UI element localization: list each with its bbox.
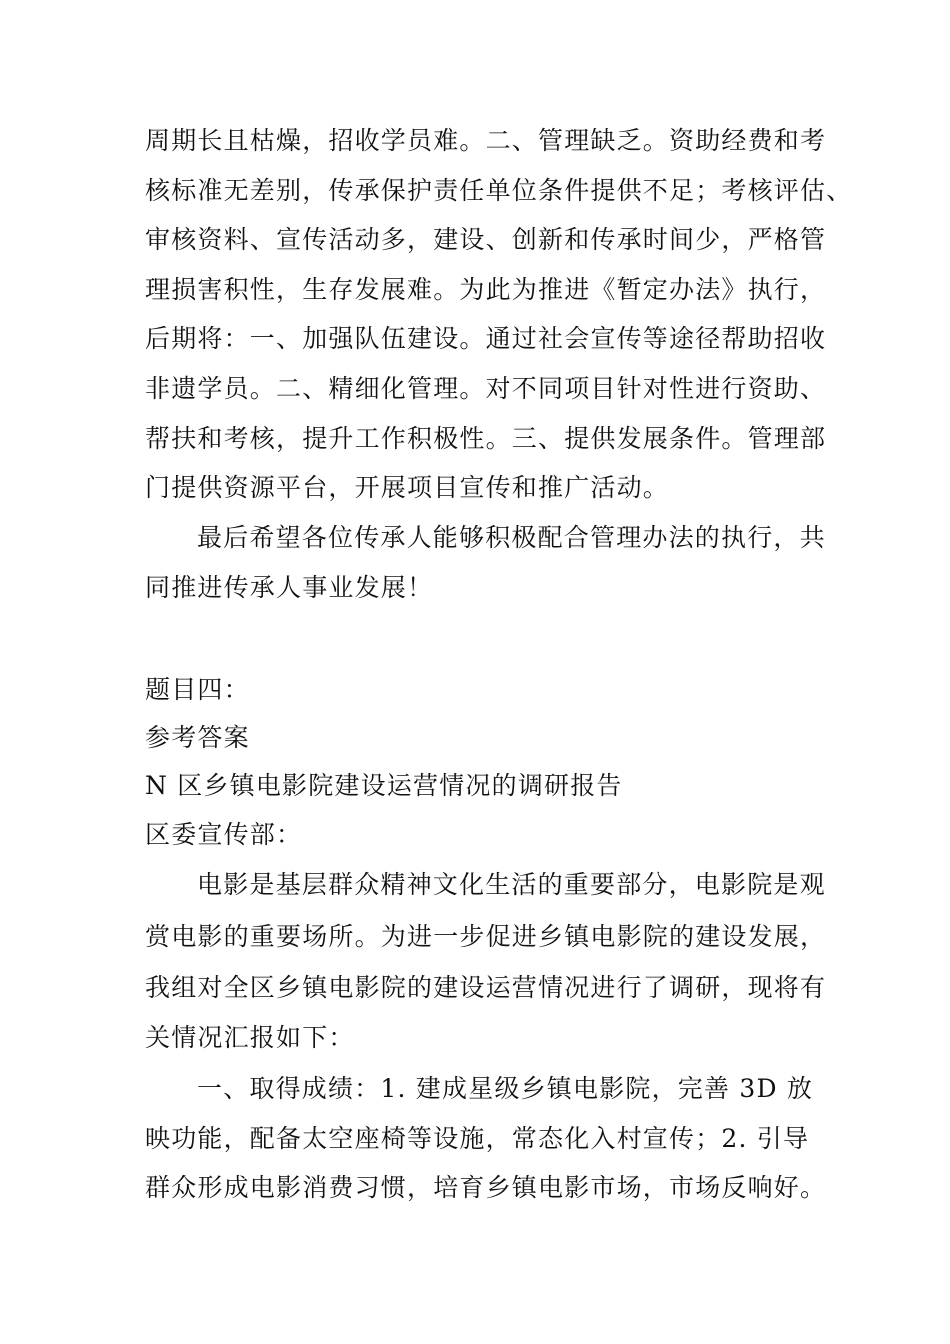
achievement-line: 映功能，配备太空座椅等设施，常态化入村宣传；2. 引导 bbox=[145, 1124, 810, 1153]
intro-line: 赏电影的重要场所。为进一步促进乡镇电影院的建设发展， bbox=[145, 922, 827, 951]
paragraph-line: 核标准无差别，传承保护责任单位条件提供不足；考核评估、 bbox=[145, 176, 853, 205]
intro-line: 我组对全区乡镇电影院的建设运营情况进行了调研，现将有 bbox=[145, 973, 827, 1002]
achievement-line: 群众形成电影消费习惯，培育乡镇电影市场，市场反响好。 bbox=[145, 1173, 827, 1202]
paragraph-line: 非遗学员。二、精细化管理。对不同项目针对性进行资助、 bbox=[145, 374, 827, 403]
paragraph-line: 审核资料、宣传活动多，建设、创新和传承时间少，严格管 bbox=[145, 225, 827, 254]
achievement-line: 一、取得成绩：1. 建成星级乡镇电影院，完善 3D 放 bbox=[197, 1074, 814, 1103]
intro-line: 电影是基层群众精神文化生活的重要部分，电影院是观 bbox=[197, 870, 826, 899]
closing-line: 最后希望各位传承人能够积极配合管理办法的执行，共 bbox=[197, 523, 826, 552]
answer-label: 参考答案 bbox=[145, 723, 250, 752]
section-heading: 题目四： bbox=[145, 675, 250, 704]
paragraph-line: 理损害积性，生存发展难。为此为推进《暂定办法》执行， bbox=[145, 275, 827, 304]
report-title: N 区乡镇电影院建设运营情况的调研报告 bbox=[145, 771, 623, 800]
paragraph-line: 后期将：一、加强队伍建设。通过社会宣传等途径帮助招收 bbox=[145, 324, 827, 353]
paragraph-line: 帮扶和考核，提升工作积极性。三、提供发展条件。管理部 bbox=[145, 424, 827, 453]
intro-line: 关情况汇报如下： bbox=[145, 1023, 355, 1052]
paragraph-line: 门提供资源平台，开展项目宣传和推广活动。 bbox=[145, 473, 670, 502]
paragraph-line: 周期长且枯燥，招收学员难。二、管理缺乏。资助经费和考 bbox=[145, 126, 827, 155]
addressee: 区委宣传部： bbox=[145, 820, 303, 849]
closing-line: 同推进传承人事业发展！ bbox=[145, 573, 434, 602]
